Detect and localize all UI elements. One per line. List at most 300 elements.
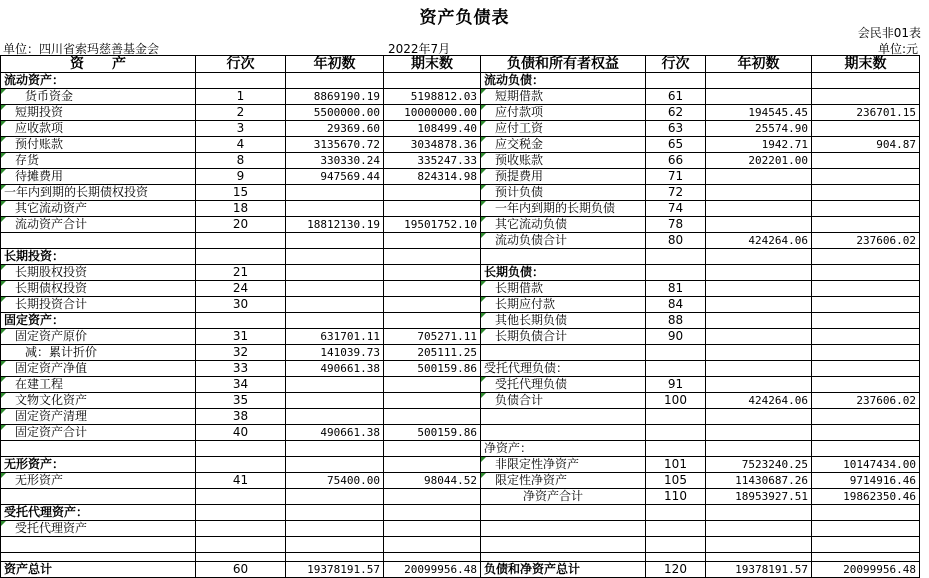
liability-end-cell[interactable]: [812, 153, 920, 169]
asset-line-cell[interactable]: 30: [196, 297, 286, 313]
asset-end-cell[interactable]: 108499.40: [384, 121, 481, 137]
liability-end-cell[interactable]: [812, 537, 920, 553]
table-row: [1, 281, 920, 297]
asset-end-cell[interactable]: 10000000.00: [384, 105, 481, 121]
asset-label-cell[interactable]: 待摊费用: [1, 169, 196, 185]
liability-label-cell[interactable]: 流动负债：: [481, 73, 646, 89]
liability-end-cell[interactable]: [812, 313, 920, 329]
table-row: [1, 473, 920, 489]
asset-label-cell[interactable]: 其它流动资产: [1, 201, 196, 217]
asset-label-cell[interactable]: 固定资产清理: [1, 409, 196, 425]
liability-end-cell[interactable]: 236701.15: [812, 105, 920, 121]
asset-end-cell[interactable]: 500159.86: [384, 425, 481, 441]
asset-line-cell[interactable]: 38: [196, 409, 286, 425]
asset-begin-cell[interactable]: 330330.24: [286, 153, 384, 169]
table-header-row: [1, 56, 920, 73]
report-period: 2022年7月: [388, 42, 451, 56]
asset-end-cell[interactable]: [384, 297, 481, 313]
liability-begin-cell[interactable]: 11430687.26: [706, 473, 812, 489]
liability-label-cell[interactable]: 短期借款: [481, 89, 646, 105]
table-row: [1, 249, 920, 265]
liability-begin-cell[interactable]: [706, 73, 812, 89]
table-row: [1, 409, 920, 425]
asset-begin-cell[interactable]: 490661.38: [286, 425, 384, 441]
liability-begin-cell[interactable]: [706, 297, 812, 313]
header-liabilities[interactable]: 负债和所有者权益: [481, 56, 646, 73]
liability-line-cell[interactable]: 100: [646, 393, 706, 409]
table-row: [1, 201, 920, 217]
table-row: [1, 489, 920, 505]
asset-label-cell[interactable]: 无形资产：: [1, 457, 196, 473]
liability-label-cell[interactable]: 净资产：: [481, 441, 646, 457]
liability-label-cell[interactable]: 流动负债合计: [481, 233, 646, 249]
liability-begin-cell[interactable]: [706, 441, 812, 457]
asset-begin-cell[interactable]: [286, 393, 384, 409]
table-row: [1, 537, 920, 553]
liability-line-cell[interactable]: 88: [646, 313, 706, 329]
asset-end-cell[interactable]: 3034878.36: [384, 137, 481, 153]
asset-end-cell[interactable]: 705271.11: [384, 329, 481, 345]
liability-label-cell[interactable]: 其它流动负债: [481, 217, 646, 233]
liability-begin-cell[interactable]: 18953927.51: [706, 489, 812, 505]
table-row: [1, 345, 920, 361]
asset-line-cell[interactable]: 8: [196, 153, 286, 169]
liability-end-cell[interactable]: 19862350.46: [812, 489, 920, 505]
asset-begin-cell[interactable]: [286, 233, 384, 249]
asset-begin-cell[interactable]: 631701.11: [286, 329, 384, 345]
liability-line-cell[interactable]: 66: [646, 153, 706, 169]
asset-line-cell[interactable]: 34: [196, 377, 286, 393]
liability-begin-cell[interactable]: [706, 505, 812, 521]
asset-label-cell[interactable]: 长期债权投资: [1, 281, 196, 297]
asset-begin-cell[interactable]: 29369.60: [286, 121, 384, 137]
asset-label-cell[interactable]: 预付账款: [1, 137, 196, 153]
liability-begin-cell[interactable]: [706, 329, 812, 345]
liability-line-cell[interactable]: [646, 265, 706, 281]
table-row: [1, 169, 920, 185]
liability-begin-cell[interactable]: [706, 201, 812, 217]
asset-begin-cell[interactable]: [286, 281, 384, 297]
asset-label-cell[interactable]: 资产总计: [1, 562, 196, 578]
asset-label-cell[interactable]: 流动资产：: [1, 73, 196, 89]
asset-end-cell[interactable]: [384, 281, 481, 297]
liability-label-cell[interactable]: 限定性净资产: [481, 473, 646, 489]
liability-line-cell[interactable]: 90: [646, 329, 706, 345]
liability-begin-cell[interactable]: [706, 217, 812, 233]
table-row: [1, 217, 920, 233]
liability-end-cell[interactable]: 20099956.48: [812, 562, 920, 578]
asset-begin-cell[interactable]: [286, 441, 384, 457]
asset-label-cell[interactable]: 受托代理资产：: [1, 505, 196, 521]
table-row: [1, 521, 920, 537]
asset-end-cell[interactable]: 500159.86: [384, 361, 481, 377]
asset-line-cell[interactable]: [196, 441, 286, 457]
asset-end-cell[interactable]: [384, 505, 481, 521]
liability-begin-cell[interactable]: 7523240.25: [706, 457, 812, 473]
liability-end-cell[interactable]: [812, 553, 920, 562]
asset-label-cell[interactable]: 在建工程: [1, 377, 196, 393]
asset-end-cell[interactable]: [384, 185, 481, 201]
asset-end-cell[interactable]: 205111.25: [384, 345, 481, 361]
asset-line-cell[interactable]: 35: [196, 393, 286, 409]
liability-line-cell[interactable]: 105: [646, 473, 706, 489]
liability-line-cell[interactable]: 72: [646, 185, 706, 201]
asset-begin-cell[interactable]: [286, 185, 384, 201]
liability-line-cell[interactable]: [646, 537, 706, 553]
table-row: [1, 553, 920, 562]
asset-label-cell[interactable]: [1, 537, 196, 553]
asset-line-cell[interactable]: [196, 505, 286, 521]
asset-begin-cell[interactable]: [286, 537, 384, 553]
liability-end-cell[interactable]: [812, 345, 920, 361]
liability-label-cell[interactable]: [481, 249, 646, 265]
liability-end-cell[interactable]: [812, 297, 920, 313]
asset-begin-cell[interactable]: 141039.73: [286, 345, 384, 361]
liability-end-cell[interactable]: [812, 89, 920, 105]
table-row: [1, 233, 920, 249]
liability-begin-cell[interactable]: 424264.06: [706, 233, 812, 249]
liability-line-cell[interactable]: 74: [646, 201, 706, 217]
asset-label-cell[interactable]: 无形资产: [1, 473, 196, 489]
asset-end-cell[interactable]: [384, 377, 481, 393]
asset-end-cell[interactable]: 19501752.10: [384, 217, 481, 233]
asset-end-cell[interactable]: [384, 521, 481, 537]
liability-end-cell[interactable]: [812, 409, 920, 425]
header-line-2[interactable]: 行次: [646, 56, 706, 73]
asset-line-cell[interactable]: 1: [196, 89, 286, 105]
liability-label-cell[interactable]: [481, 425, 646, 441]
liability-label-cell[interactable]: 预提费用: [481, 169, 646, 185]
asset-end-cell[interactable]: 20099956.48: [384, 562, 481, 578]
liability-line-cell[interactable]: [646, 521, 706, 537]
liability-begin-cell[interactable]: [706, 89, 812, 105]
asset-end-cell[interactable]: [384, 233, 481, 249]
asset-label-cell[interactable]: 固定资产原价: [1, 329, 196, 345]
table-row: [1, 313, 920, 329]
liability-begin-cell[interactable]: 424264.06: [706, 393, 812, 409]
report-title: 资产负债表: [419, 8, 510, 28]
liability-line-cell[interactable]: 80: [646, 233, 706, 249]
table-row: [1, 562, 920, 578]
header-asset[interactable]: 资 产: [1, 56, 196, 73]
liability-line-cell[interactable]: 110: [646, 489, 706, 505]
liability-line-cell[interactable]: 61: [646, 89, 706, 105]
asset-line-cell[interactable]: [196, 489, 286, 505]
liability-begin-cell[interactable]: 19378191.57: [706, 562, 812, 578]
asset-line-cell[interactable]: [196, 233, 286, 249]
table-row: [1, 185, 920, 201]
asset-begin-cell[interactable]: [286, 313, 384, 329]
asset-begin-cell[interactable]: [286, 553, 384, 562]
asset-end-cell[interactable]: 335247.33: [384, 153, 481, 169]
asset-begin-cell[interactable]: [286, 297, 384, 313]
liability-label-cell[interactable]: 一年内到期的长期负债: [481, 201, 646, 217]
asset-end-cell[interactable]: 824314.98: [384, 169, 481, 185]
asset-line-cell[interactable]: 3: [196, 121, 286, 137]
asset-begin-cell[interactable]: 5500000.00: [286, 105, 384, 121]
liability-end-cell[interactable]: [812, 201, 920, 217]
asset-label-cell[interactable]: 货币资金: [1, 89, 196, 105]
asset-begin-cell[interactable]: 947569.44: [286, 169, 384, 185]
asset-line-cell[interactable]: 2: [196, 105, 286, 121]
liability-label-cell[interactable]: 预收账款: [481, 153, 646, 169]
liability-label-cell[interactable]: 负债和净资产总计: [481, 562, 646, 578]
liability-begin-cell[interactable]: 25574.90: [706, 121, 812, 137]
liability-begin-cell[interactable]: [706, 169, 812, 185]
form-number: 会民非01表: [857, 26, 921, 40]
liability-end-cell[interactable]: [812, 441, 920, 457]
asset-begin-cell[interactable]: 490661.38: [286, 361, 384, 377]
liability-end-cell[interactable]: [812, 265, 920, 281]
table-row: [1, 137, 920, 153]
asset-line-cell[interactable]: [196, 553, 286, 562]
liability-end-cell[interactable]: 237606.02: [812, 233, 920, 249]
asset-begin-cell[interactable]: 18812130.19: [286, 217, 384, 233]
asset-label-cell[interactable]: 应收款项: [1, 121, 196, 137]
asset-line-cell[interactable]: [196, 457, 286, 473]
asset-line-cell[interactable]: 9: [196, 169, 286, 185]
liability-end-cell[interactable]: [812, 185, 920, 201]
asset-end-cell[interactable]: [384, 457, 481, 473]
asset-begin-cell[interactable]: [286, 73, 384, 89]
liability-line-cell[interactable]: 120: [646, 562, 706, 578]
asset-label-cell[interactable]: 长期投资：: [1, 249, 196, 265]
asset-end-cell[interactable]: [384, 393, 481, 409]
asset-line-cell[interactable]: [196, 73, 286, 89]
liability-begin-cell[interactable]: [706, 345, 812, 361]
liability-line-cell[interactable]: [646, 409, 706, 425]
liability-end-cell[interactable]: [812, 217, 920, 233]
asset-line-cell[interactable]: 15: [196, 185, 286, 201]
header-begin[interactable]: 年初数: [286, 56, 384, 73]
asset-begin-cell[interactable]: [286, 249, 384, 265]
asset-label-cell[interactable]: 文物文化资产: [1, 393, 196, 409]
liability-end-cell[interactable]: 10147434.00: [812, 457, 920, 473]
asset-end-cell[interactable]: 98044.52: [384, 473, 481, 489]
asset-begin-cell[interactable]: [286, 489, 384, 505]
asset-label-cell[interactable]: 流动资产合计: [1, 217, 196, 233]
liability-end-cell[interactable]: 9714916.46: [812, 473, 920, 489]
asset-label-cell[interactable]: 短期投资: [1, 105, 196, 121]
liability-label-cell[interactable]: [481, 521, 646, 537]
asset-line-cell[interactable]: 21: [196, 265, 286, 281]
table-row: [1, 329, 920, 345]
liability-begin-cell[interactable]: [706, 313, 812, 329]
organization-unit: 单位：四川省索玛慈善基金会: [3, 42, 160, 56]
liability-end-cell[interactable]: [812, 169, 920, 185]
asset-begin-cell[interactable]: [286, 201, 384, 217]
asset-line-cell[interactable]: [196, 249, 286, 265]
liability-begin-cell[interactable]: [706, 553, 812, 562]
liability-label-cell[interactable]: [481, 537, 646, 553]
asset-end-cell[interactable]: [384, 409, 481, 425]
table-row: [1, 153, 920, 169]
liability-line-cell[interactable]: 62: [646, 105, 706, 121]
liability-begin-cell[interactable]: [706, 281, 812, 297]
asset-line-cell[interactable]: [196, 313, 286, 329]
liability-line-cell[interactable]: 91: [646, 377, 706, 393]
liability-label-cell[interactable]: 长期应付款: [481, 297, 646, 313]
liability-end-cell[interactable]: 904.87: [812, 137, 920, 153]
liability-begin-cell[interactable]: [706, 249, 812, 265]
asset-end-cell[interactable]: [384, 537, 481, 553]
liability-label-cell[interactable]: 长期借款: [481, 281, 646, 297]
table-row: [1, 377, 920, 393]
liability-begin-cell[interactable]: [706, 409, 812, 425]
liability-line-cell[interactable]: 101: [646, 457, 706, 473]
asset-label-cell[interactable]: [1, 489, 196, 505]
asset-line-cell[interactable]: [196, 521, 286, 537]
header-line[interactable]: 行次: [196, 56, 286, 73]
liability-label-cell[interactable]: 负债合计: [481, 393, 646, 409]
asset-end-cell[interactable]: [384, 73, 481, 89]
asset-begin-cell[interactable]: [286, 377, 384, 393]
liability-label-cell[interactable]: 受托代理负债: [481, 377, 646, 393]
liability-label-cell[interactable]: 净资产合计: [481, 489, 646, 505]
balance-sheet-table: [0, 55, 920, 578]
table-row: [1, 121, 920, 137]
liability-end-cell[interactable]: [812, 425, 920, 441]
table-row: [1, 265, 920, 281]
asset-end-cell[interactable]: [384, 553, 481, 562]
asset-begin-cell[interactable]: [286, 265, 384, 281]
liability-end-cell[interactable]: [812, 329, 920, 345]
liability-label-cell[interactable]: 其他长期负债: [481, 313, 646, 329]
asset-label-cell[interactable]: 减：累计折价: [1, 345, 196, 361]
header-end[interactable]: 期末数: [384, 56, 481, 73]
liability-begin-cell[interactable]: [706, 377, 812, 393]
liability-line-cell[interactable]: [646, 553, 706, 562]
asset-begin-cell[interactable]: [286, 457, 384, 473]
asset-label-cell[interactable]: [1, 233, 196, 249]
liability-end-cell[interactable]: 237606.02: [812, 393, 920, 409]
liability-end-cell[interactable]: [812, 521, 920, 537]
liability-begin-cell[interactable]: [706, 185, 812, 201]
asset-end-cell[interactable]: [384, 201, 481, 217]
liability-begin-cell[interactable]: [706, 265, 812, 281]
liability-label-cell[interactable]: [481, 345, 646, 361]
table-row: [1, 393, 920, 409]
asset-begin-cell[interactable]: [286, 409, 384, 425]
asset-begin-cell[interactable]: 8869190.19: [286, 89, 384, 105]
header-end-2[interactable]: 期末数: [812, 56, 920, 73]
asset-label-cell[interactable]: 长期投资合计: [1, 297, 196, 313]
asset-label-cell[interactable]: 存货: [1, 153, 196, 169]
liability-end-cell[interactable]: [812, 281, 920, 297]
asset-end-cell[interactable]: [384, 489, 481, 505]
liability-begin-cell[interactable]: [706, 425, 812, 441]
asset-line-cell[interactable]: 32: [196, 345, 286, 361]
asset-begin-cell[interactable]: 3135670.72: [286, 137, 384, 153]
liability-label-cell[interactable]: [481, 409, 646, 425]
header-begin-2[interactable]: 年初数: [706, 56, 812, 73]
liability-line-cell[interactable]: [646, 425, 706, 441]
liability-label-cell[interactable]: 预计负债: [481, 185, 646, 201]
liability-label-cell[interactable]: 应付工资: [481, 121, 646, 137]
asset-line-cell[interactable]: 33: [196, 361, 286, 377]
liability-line-cell[interactable]: [646, 73, 706, 89]
asset-label-cell[interactable]: 长期股权投资: [1, 265, 196, 281]
liability-end-cell[interactable]: [812, 361, 920, 377]
asset-label-cell[interactable]: [1, 441, 196, 457]
liability-label-cell[interactable]: 长期负债合计: [481, 329, 646, 345]
asset-label-cell[interactable]: 固定资产净值: [1, 361, 196, 377]
asset-label-cell[interactable]: 一年内到期的长期债权投资: [1, 185, 196, 201]
asset-end-cell[interactable]: 5198812.03: [384, 89, 481, 105]
table-row: [1, 73, 920, 89]
liability-begin-cell[interactable]: [706, 537, 812, 553]
liability-begin-cell[interactable]: [706, 361, 812, 377]
asset-label-cell[interactable]: [1, 553, 196, 562]
asset-end-cell[interactable]: [384, 441, 481, 457]
asset-begin-cell[interactable]: [286, 521, 384, 537]
liability-label-cell[interactable]: [481, 553, 646, 562]
table-row: [1, 89, 920, 105]
asset-begin-cell[interactable]: 75400.00: [286, 473, 384, 489]
liability-label-cell[interactable]: 长期负债：: [481, 265, 646, 281]
liability-line-cell[interactable]: [646, 505, 706, 521]
asset-end-cell[interactable]: [384, 249, 481, 265]
table-row: [1, 457, 920, 473]
liability-label-cell[interactable]: 非限定性净资产: [481, 457, 646, 473]
asset-begin-cell[interactable]: [286, 505, 384, 521]
liability-line-cell[interactable]: 84: [646, 297, 706, 313]
asset-line-cell[interactable]: 60: [196, 562, 286, 578]
liability-line-cell[interactable]: [646, 345, 706, 361]
asset-line-cell[interactable]: 41: [196, 473, 286, 489]
currency-unit: 单位:元: [877, 42, 918, 56]
asset-line-cell[interactable]: 4: [196, 137, 286, 153]
liability-begin-cell[interactable]: [706, 521, 812, 537]
report-meta: [0, 40, 920, 54]
liability-line-cell[interactable]: 65: [646, 137, 706, 153]
liability-label-cell[interactable]: 应付款项: [481, 105, 646, 121]
liability-begin-cell[interactable]: 202201.00: [706, 153, 812, 169]
table-row: [1, 441, 920, 457]
liability-end-cell[interactable]: [812, 249, 920, 265]
liability-end-cell[interactable]: [812, 121, 920, 137]
liability-line-cell[interactable]: 71: [646, 169, 706, 185]
liability-label-cell[interactable]: [481, 505, 646, 521]
asset-line-cell[interactable]: 20: [196, 217, 286, 233]
asset-end-cell[interactable]: [384, 265, 481, 281]
liability-line-cell[interactable]: 81: [646, 281, 706, 297]
liability-label-cell[interactable]: 受托代理负债：: [481, 361, 646, 377]
liability-line-cell[interactable]: 63: [646, 121, 706, 137]
asset-line-cell[interactable]: [196, 537, 286, 553]
asset-label-cell[interactable]: 固定资产：: [1, 313, 196, 329]
asset-line-cell[interactable]: 24: [196, 281, 286, 297]
table-row: [1, 361, 920, 377]
liability-line-cell[interactable]: 78: [646, 217, 706, 233]
asset-line-cell[interactable]: 18: [196, 201, 286, 217]
liability-line-cell[interactable]: [646, 249, 706, 265]
liability-label-cell[interactable]: 应交税金: [481, 137, 646, 153]
liability-line-cell[interactable]: [646, 441, 706, 457]
asset-label-cell[interactable]: 固定资产合计: [1, 425, 196, 441]
liability-end-cell[interactable]: [812, 73, 920, 89]
liability-line-cell[interactable]: [646, 361, 706, 377]
asset-line-cell[interactable]: 31: [196, 329, 286, 345]
liability-end-cell[interactable]: [812, 505, 920, 521]
asset-begin-cell[interactable]: 19378191.57: [286, 562, 384, 578]
liability-begin-cell[interactable]: 194545.45: [706, 105, 812, 121]
asset-end-cell[interactable]: [384, 313, 481, 329]
asset-line-cell[interactable]: 40: [196, 425, 286, 441]
liability-begin-cell[interactable]: 1942.71: [706, 137, 812, 153]
liability-end-cell[interactable]: [812, 377, 920, 393]
asset-label-cell[interactable]: 受托代理资产: [1, 521, 196, 537]
